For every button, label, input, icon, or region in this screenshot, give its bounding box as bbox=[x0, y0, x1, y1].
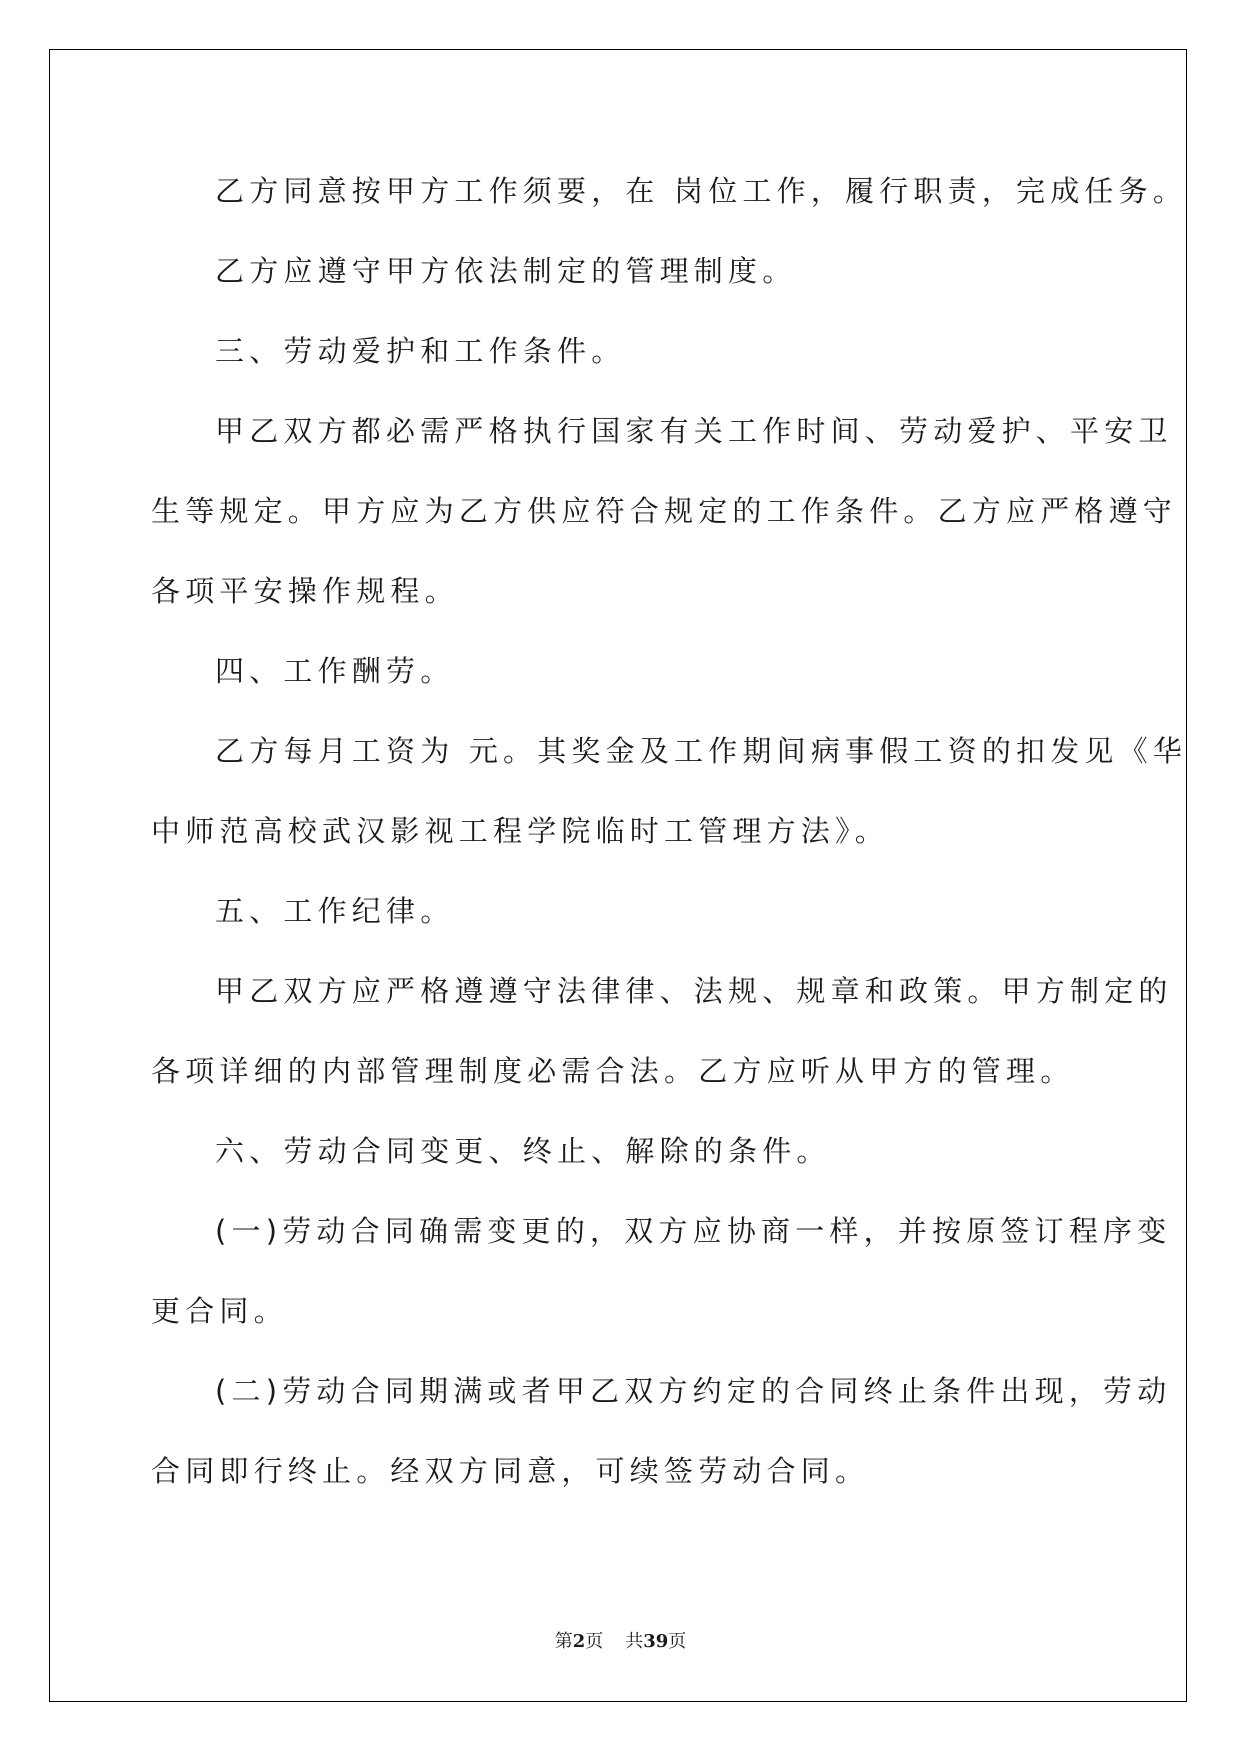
page-number: 2 bbox=[572, 1631, 586, 1652]
total-suffix: 页 bbox=[668, 1631, 687, 1652]
page-prefix: 第 bbox=[554, 1631, 573, 1652]
paragraph-line: 各项详细的内部管理制度必需合法。乙方应听从甲方的管理。 bbox=[151, 1054, 1075, 1088]
section-heading: 四、工作酬劳。 bbox=[215, 654, 455, 688]
paragraph-line: 乙方应遵守甲方依法制定的管理制度。 bbox=[215, 254, 797, 288]
paragraph-line: 乙方每月工资为 元。其奖金及工作期间病事假工资的扣发见《华 bbox=[215, 734, 1188, 768]
section-heading: 三、劳动爱护和工作条件。 bbox=[215, 334, 626, 368]
page-footer bbox=[0, 1629, 1241, 1655]
section-heading: 六、劳动合同变更、终止、解除的条件。 bbox=[215, 1134, 831, 1168]
paragraph-line: 甲乙双方应严格遵遵守法律律、法规、规章和政策。甲方制定的 bbox=[215, 974, 1173, 1008]
paragraph-line: 合同即行终止。经双方同意，可续签劳动合同。 bbox=[151, 1454, 870, 1488]
section-heading: 五、工作纪律。 bbox=[215, 894, 455, 928]
paragraph-line: 更合同。 bbox=[151, 1294, 288, 1328]
paragraph-line: 各项平安操作规程。 bbox=[151, 574, 459, 608]
paragraph-line: (二)劳动合同期满或者甲乙双方约定的合同终止条件出现，劳动 bbox=[215, 1374, 1172, 1408]
total-pages: 39 bbox=[643, 1631, 669, 1652]
paragraph-line: 乙方同意按甲方工作须要，在 岗位工作，履行职责，完成任务。 bbox=[215, 174, 1188, 208]
paragraph-line: (一)劳动合同确需变更的，双方应协商一样，并按原签订程序变 bbox=[215, 1214, 1172, 1248]
paragraph-line: 生等规定。甲方应为乙方供应符合规定的工作条件。乙方应严格遵守 bbox=[151, 494, 1178, 528]
total-prefix: 共 bbox=[625, 1631, 644, 1652]
paragraph-line: 中师范高校武汉影视工程学院临时工管理方法》。 bbox=[151, 814, 889, 848]
paragraph-line: 甲乙双方都必需严格执行国家有关工作时间、劳动爱护、平安卫 bbox=[215, 414, 1173, 448]
page-suffix: 页 bbox=[585, 1631, 604, 1652]
